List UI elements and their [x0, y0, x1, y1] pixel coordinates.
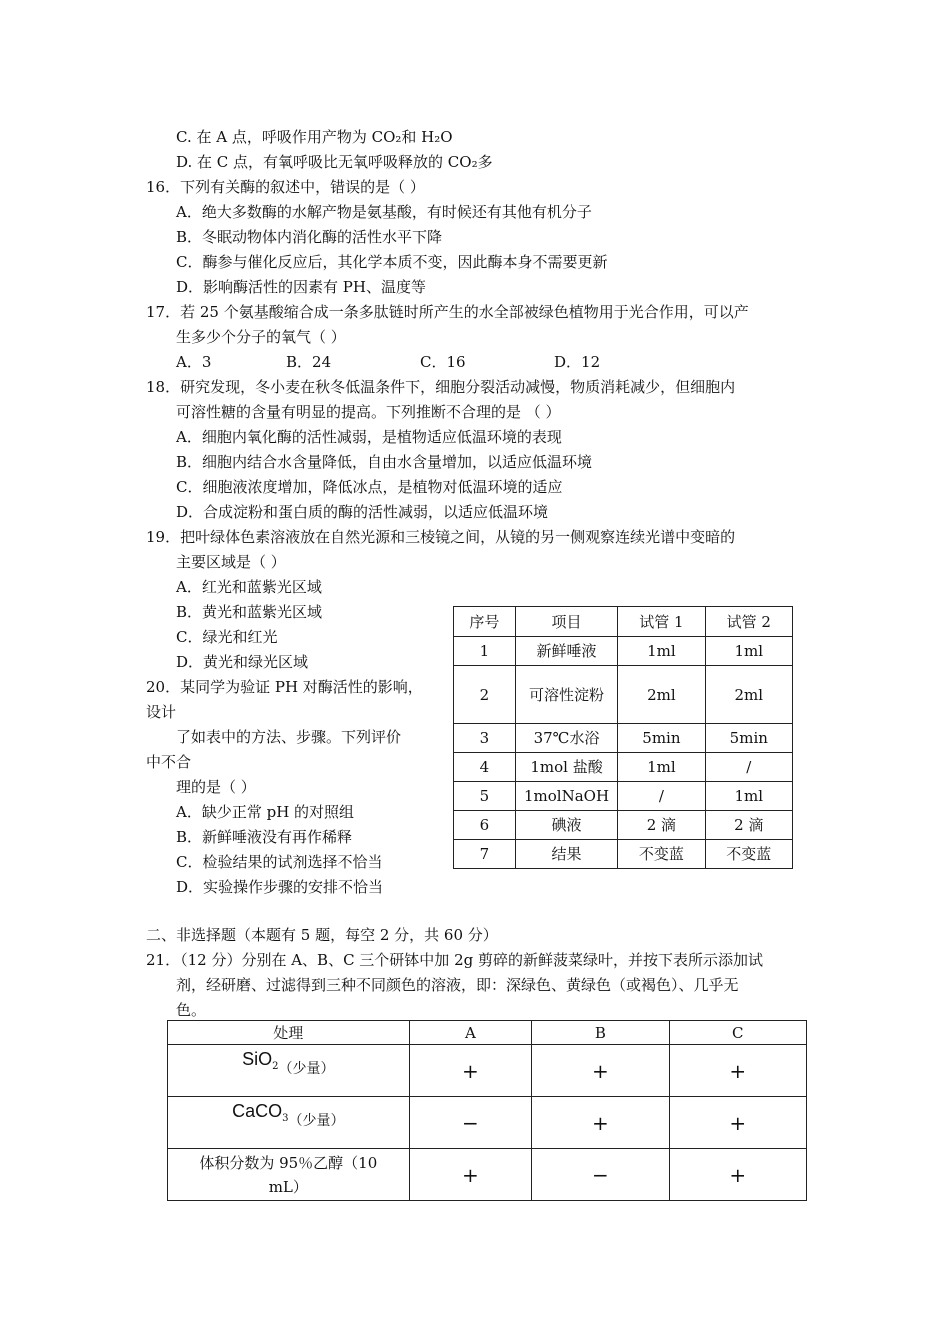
table-cell: 5min	[618, 724, 705, 753]
q18-option-d: D．合成淀粉和蛋白质的酶的活性减弱，以适应低温环境	[176, 503, 549, 521]
table-row	[454, 753, 793, 782]
table-cell: 2ml	[618, 666, 705, 724]
table-row	[454, 840, 793, 869]
table-row	[168, 1045, 807, 1097]
table-cell: 2	[454, 666, 516, 724]
q21-reagent-table	[167, 1020, 807, 1201]
q20-stem-line2: 设计	[146, 703, 177, 721]
q20-stem-line5: 理的是（ ）	[176, 778, 256, 796]
q16-option-a: A．绝大多数酶的水解产物是氨基酸，有时候还有其他有机分子	[176, 203, 592, 221]
q18-option-b: B．细胞内结合水含量降低，自由水含量增加，以适应低温环境	[176, 453, 593, 471]
q15-option-d: D. 在 C 点，有氧呼吸比无氧呼吸释放的 CO₂多	[176, 153, 493, 171]
table-cell: 7	[454, 840, 516, 869]
table-cell	[168, 1045, 410, 1097]
q17-option-d: D．12	[554, 353, 601, 371]
q17-stem-line1: 17．若 25 个氨基酸缩合成一条多肽链时所产生的水全部被绿色植物用于光合作用，可以产	[146, 303, 749, 321]
q21-stem-line1: 21．（12 分）分别在 A、B、C 三个研钵中加 2g 剪碎的新鲜菠菜绿叶，并按下表所示添加试	[146, 951, 763, 969]
table-header-cell: 序号	[454, 607, 516, 637]
table-cell: /	[705, 753, 792, 782]
table-cell: /	[618, 782, 705, 811]
q17-stem-line2: 生多少个分子的氧气（ ）	[176, 328, 346, 346]
q20-stem-line1: 20．某同学为验证 PH 对酶活性的影响，	[146, 678, 423, 696]
table-cell: 6	[454, 811, 516, 840]
amount-note: （少量）	[278, 1060, 335, 1077]
table-cell: 可溶性淀粉	[515, 666, 617, 724]
table-cell: +	[669, 1149, 806, 1201]
q21-stem-line3: 色。	[176, 1001, 207, 1019]
table-cell: 3	[454, 724, 516, 753]
q16-option-d: D．影响酶活性的因素有 PH、温度等	[176, 278, 426, 296]
table-cell: 4	[454, 753, 516, 782]
q18-stem-line1: 18．研究发现，冬小麦在秋冬低温条件下，细胞分裂活动减慢，物质消耗减少，但细胞内	[146, 378, 736, 396]
q20-option-a: A．缺少正常 pH 的对照组	[176, 803, 355, 821]
q16-option-b: B．冬眠动物体内消化酶的活性水平下降	[176, 228, 443, 246]
q20-option-c: C．检验结果的试剂选择不恰当	[176, 853, 383, 871]
table-cell: 结果	[515, 840, 617, 869]
q18-stem-line2: 可溶性糖的含量有明显的提高。下列推断不合理的是 （ ）	[176, 403, 561, 421]
q20-option-d: D．实验操作步骤的安排不恰当	[176, 878, 384, 896]
table-cell: 1mol 盐酸	[515, 753, 617, 782]
table-cell: 1ml	[705, 637, 792, 666]
q16-stem: 16．下列有关酶的叙述中，错误的是（ ）	[146, 178, 425, 196]
table-cell: 37℃水浴	[515, 724, 617, 753]
table-row	[168, 1097, 807, 1149]
table-cell: +	[532, 1097, 669, 1149]
table-row	[168, 1149, 807, 1201]
table-cell: 5	[454, 782, 516, 811]
q19-option-d: D．黄光和绿光区域	[176, 653, 309, 671]
table-cell: 不变蓝	[705, 840, 792, 869]
table-header-cell: A	[409, 1021, 532, 1045]
table-cell: 5min	[705, 724, 792, 753]
table-header-row	[454, 607, 793, 637]
table-cell: 1ml	[705, 782, 792, 811]
table-cell: −	[409, 1097, 532, 1149]
q20-stem-line4: 中不合	[146, 753, 192, 771]
table-cell: 1	[454, 637, 516, 666]
table-row	[454, 811, 793, 840]
table-header-cell: C	[669, 1021, 806, 1045]
table-cell: +	[669, 1097, 806, 1149]
amount-note: （少量）	[288, 1112, 345, 1129]
q16-option-c: C．酶参与催化反应后，其化学本质不变，因此酶本身不需要更新	[176, 253, 608, 271]
table-cell: 碘液	[515, 811, 617, 840]
q17-option-b: B．24	[286, 353, 332, 371]
formula-sio2: SiO	[242, 1048, 273, 1069]
table-cell: +	[409, 1045, 532, 1097]
table-cell: 2 滴	[618, 811, 705, 840]
table-header-cell: 项目	[515, 607, 617, 637]
table-row	[454, 724, 793, 753]
table-cell: 体积分数为 95％乙醇（10 mL）	[168, 1149, 410, 1201]
q17-option-c: C．16	[420, 353, 466, 371]
table-row	[454, 637, 793, 666]
table-header-cell: 处理	[168, 1021, 410, 1045]
q18-option-a: A．细胞内氧化酶的活性减弱，是植物适应低温环境的表现	[176, 428, 562, 446]
q20-option-b: B．新鲜唾液没有再作稀释	[176, 828, 353, 846]
table-cell: 新鲜唾液	[515, 637, 617, 666]
table-row	[454, 666, 793, 724]
table-header-row	[168, 1021, 807, 1045]
table-cell	[168, 1097, 410, 1149]
q21-stem-line2: 剂，经研磨、过滤得到三种不同颜色的溶液，即：深绿色、黄绿色（或褐色）、几乎无	[176, 976, 739, 994]
formula-caco3: CaCO	[232, 1100, 283, 1121]
q20-stem-line3: 了如表中的方法、步骤。下列评价	[176, 728, 402, 746]
q17-option-a: A．3	[176, 353, 212, 371]
table-cell: +	[669, 1045, 806, 1097]
q18-option-c: C．细胞液浓度增加，降低冰点，是植物对低温环境的适应	[176, 478, 563, 496]
table-cell: +	[409, 1149, 532, 1201]
q19-stem-line1: 19．把叶绿体色素溶液放在自然光源和三棱镜之间，从镜的另一侧观察连续光谱中变暗的	[146, 528, 736, 546]
table-cell: 1ml	[618, 637, 705, 666]
table-row	[454, 782, 793, 811]
q15-option-c: C. 在 A 点，呼吸作用产物为 CO₂和 H₂O	[176, 128, 453, 146]
section-heading: 二、非选择题（本题有 5 题，每空 2 分，共 60 分）	[146, 926, 498, 944]
q19-option-a: A．红光和蓝紫光区域	[176, 578, 322, 596]
table-cell: 不变蓝	[618, 840, 705, 869]
table-header-cell: B	[532, 1021, 669, 1045]
table-cell: 2 滴	[705, 811, 792, 840]
formula-subscript: 2	[272, 1060, 279, 1072]
table-cell: 1ml	[618, 753, 705, 782]
table-cell: 2ml	[705, 666, 792, 724]
q19-option-c: C．绿光和红光	[176, 628, 278, 646]
table-header-cell: 试管 1	[618, 607, 705, 637]
table-cell: +	[532, 1045, 669, 1097]
table-header-cell: 试管 2	[705, 607, 792, 637]
table-cell: −	[532, 1149, 669, 1201]
q19-option-b: B．黄光和蓝紫光区域	[176, 603, 323, 621]
table-cell: 1molNaOH	[515, 782, 617, 811]
q19-stem-line2: 主要区域是（ ）	[176, 553, 286, 571]
formula-subscript: 3	[282, 1112, 289, 1124]
q20-experiment-table	[453, 606, 793, 869]
